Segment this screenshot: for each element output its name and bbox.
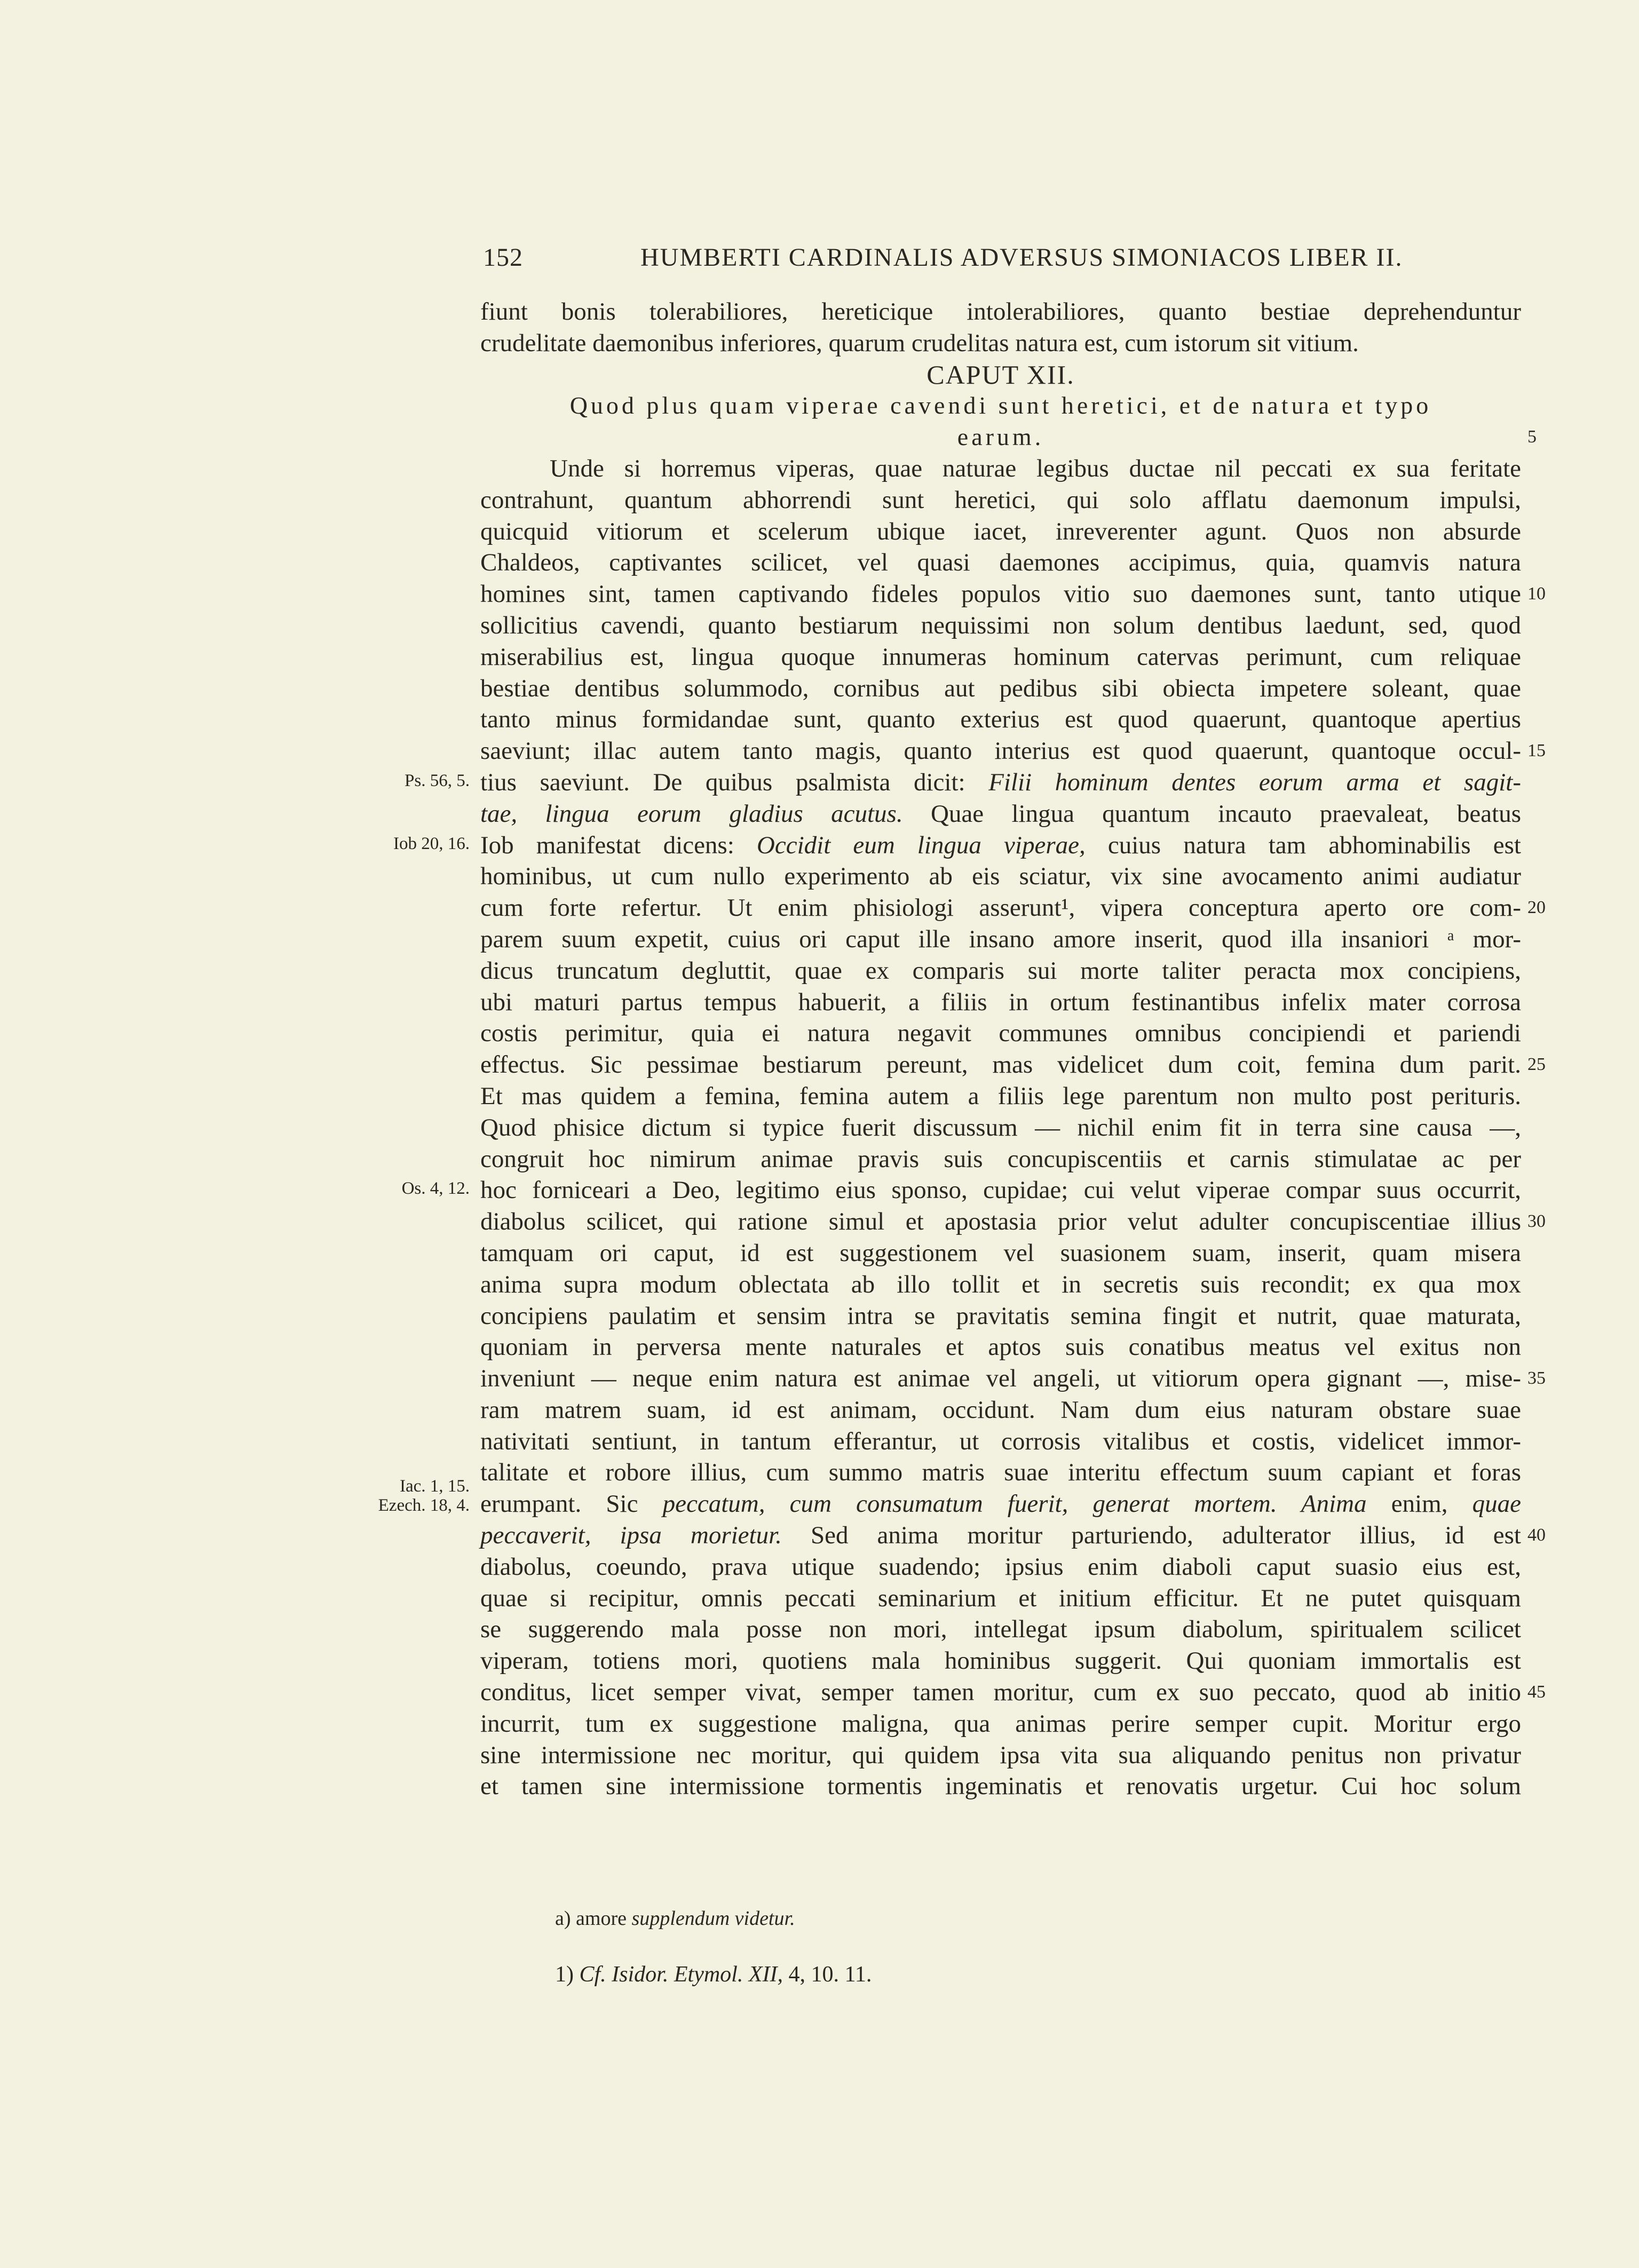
line-text: crudelitate daemonibus inferiores, quarum crudelitas natura est, cum istorum sit vitium. [480, 329, 1359, 357]
line-text: tamquam ori caput, id est suggestionem vel suasionem suam, inserit, quam misera [480, 1239, 1521, 1267]
line-text: effectus. Sic pessimae bestiarum pereunt, mas videlicet dum coit, femina dum parit. [480, 1051, 1521, 1079]
text-line [480, 987, 1521, 1018]
line-text: Et mas quidem a femina, femina autem a filiis lege parentum non multo post perituris. [480, 1082, 1521, 1110]
margin-reference [378, 1472, 470, 1515]
text-line [480, 578, 1546, 610]
text-line [393, 830, 1521, 861]
text-line [480, 735, 1546, 767]
text-line [480, 924, 1521, 955]
footnotes [555, 1905, 1462, 2004]
margin-reference-text: Iac. 1, 15. [399, 1477, 470, 1496]
text-line [480, 1300, 1521, 1332]
text-line [480, 1018, 1521, 1049]
line-segment: tius saeviunt. De quibus psalmista dicit: [480, 768, 989, 796]
text-line [480, 892, 1546, 924]
line-text: miserabilius est, lingua quoque innumeras hominum catervas perimunt, cum reliquae [480, 643, 1521, 671]
line-text [480, 830, 1521, 861]
text-line [480, 296, 1521, 328]
line-text: concipiens paulatim et sensim intra se pravitatis semina fingit et nutrit, quae maturata, [480, 1302, 1521, 1330]
main-text [378, 296, 1546, 1802]
footnote-a-italic: supplendum videtur. [631, 1907, 795, 1930]
text-line [480, 1708, 1521, 1740]
line-text: quoniam in perversa mente naturales et aptos suis conatibus meatus vel exitus non [480, 1333, 1521, 1361]
line-number: 45 [1527, 1682, 1546, 1702]
scripture-quote: Occidit eum lingua viperae, [756, 831, 1086, 859]
line-text: parem suum expetit, cuius ori caput ille insano amore inserit, quod illa insaniori ᵃ mor- [480, 925, 1521, 953]
line-text: bestiae dentibus solummodo, cornibus aut pedibus sibi obiecta impetere soleant, quae [480, 674, 1521, 702]
margin-reference-text: Iob 20, 16. [393, 834, 470, 853]
text-line [480, 1645, 1521, 1677]
scripture-quote: peccaverit, ipsa morietur. [480, 1521, 782, 1550]
text-line [480, 704, 1521, 735]
line-number: 25 [1527, 1054, 1546, 1075]
line-text: quicquid vitiorum et scelerum ubique iacet, inreverenter agunt. Quos non absurde [480, 517, 1521, 545]
line-text: sine intermissione nec moritur, qui quidem ipsa vita sua aliquando penitus non privatur [480, 1741, 1521, 1769]
line-number: 40 [1527, 1525, 1546, 1545]
line-text: contrahunt, quantum abhorrendi sunt heretici, qui solo afflatu daemonum impulsi, [480, 486, 1521, 514]
line-segment: Iob manifestat dicens: [480, 831, 757, 859]
text-line [480, 798, 1521, 830]
line-text: inveniunt — neque enim natura est animae vel angeli, ut vitiorum opera gignant —, mise- [480, 1365, 1521, 1393]
scripture-quote: tae, lingua eorum gladius acutus. [480, 799, 903, 828]
line-text: ram matrem suam, id est animam, occidunt. Nam dum eius naturam obstare suae [480, 1395, 1521, 1424]
footnote-1-source: Cf. Isidor. Etymol. XII, [579, 1962, 783, 1987]
text-line [480, 1331, 1521, 1363]
line-text: anima supra modum oblectata ab illo tollit et in secretis suis recondit; ex qua mox [480, 1270, 1521, 1298]
text-line [378, 1477, 1521, 1520]
line-text: tanto minus formidandae sunt, quanto exterius est quod quaerunt, quantoque apertius [480, 705, 1521, 734]
text-line [480, 328, 1521, 359]
line-number: 30 [1527, 1211, 1546, 1232]
line-text: sollicitius cavendi, quanto bestiarum nequissimi non solum dentibus laedunt, sed, quod [480, 611, 1521, 639]
text-line [480, 516, 1521, 548]
text-line [480, 1583, 1521, 1614]
line-segment: enim, [1366, 1490, 1472, 1518]
text-line [480, 955, 1521, 987]
line-number: 15 [1527, 741, 1546, 761]
scripture-quote: peccatum, cum consumatum fuerit, generat mortem. Anima [662, 1490, 1367, 1518]
text-line [480, 1520, 1546, 1551]
text-line [401, 1175, 1521, 1206]
line-segment: Sed anima moritur parturiendo, adulterator illius, id est [781, 1521, 1521, 1550]
line-text: et tamen sine intermissione tormentis ingeminatis et renovatis urgetur. Cui hoc solum [480, 1772, 1521, 1801]
line-text: homines sint, tamen captivando fideles populos vitio suo daemones sunt, tanto utique [480, 580, 1521, 608]
margin-reference [393, 830, 470, 853]
scripture-quote: Filii hominum dentes eorum arma et sagit- [988, 768, 1521, 796]
line-text: incurrit, tum ex suggestione maligna, qua animas perire semper cupit. Moritur ergo [480, 1709, 1521, 1738]
line-number: 5 [1527, 427, 1540, 447]
text-line [405, 767, 1521, 798]
line-text: congruit hoc nimirum animae pravis suis concupiscentiis et carnis stimulatae ac per [480, 1145, 1521, 1173]
line-text: conditus, licet semper vivat, semper tamen moritur, cum ex suo peccato, quod ab initio [480, 1678, 1521, 1707]
text-line [480, 1740, 1521, 1771]
line-text: costis perimitur, quia ei natura negavit communes omnibus concipiendi et pariendi [480, 1019, 1521, 1048]
line-text: viperam, totiens mori, quotiens mala hominibus suggerit. Qui quoniam immortalis est [480, 1647, 1521, 1675]
footnote-1-ref: 4, 10. 11. [788, 1962, 872, 1987]
page-header [483, 243, 1492, 280]
line-text: se suggerendo mala posse non mori, intellegat ipsum diabolum, spiritualem scilicet [480, 1615, 1521, 1644]
line-segment: Quae lingua quantum incauto praevaleat, beatus [902, 799, 1521, 828]
text-line [480, 1144, 1521, 1175]
line-number: 35 [1527, 1368, 1546, 1389]
text-line [480, 359, 1521, 391]
chapter-subtitle: earum. [957, 423, 1044, 451]
text-line [480, 390, 1521, 422]
text-line [480, 547, 1521, 578]
text-line [480, 610, 1521, 641]
line-text: Quod phisice dictum si typice fuerit discussum — nichil enim fit in terra sine causa —, [480, 1113, 1521, 1141]
line-text: hoc forniceari a Deo, legitimo eius sponso, cupidae; cui velut viperae compar suus occurrit, [480, 1176, 1521, 1204]
text-line [480, 1269, 1521, 1300]
line-text: talitate et robore illius, cum summo matris suae interitu effectum suum capiant et foras [480, 1458, 1521, 1487]
chapter-heading: CAPUT XII. [927, 359, 1075, 390]
text-line [480, 641, 1521, 673]
line-text: diabolus scilicet, qui ratione simul et apostasia prior velut adulter concupiscentiae illius [480, 1208, 1521, 1236]
text-line [480, 1363, 1546, 1394]
text-line [480, 1206, 1546, 1238]
scripture-quote: quae [1472, 1490, 1521, 1518]
text-line [480, 1551, 1521, 1583]
text-line [480, 1049, 1546, 1081]
margin-reference-text: Ezech. 18, 4. [378, 1496, 470, 1516]
line-segment: cuius natura tam abhominabilis est [1085, 831, 1521, 859]
margin-reference-text: Ps. 56, 5. [405, 771, 470, 790]
text-line [480, 453, 1521, 485]
text-line [480, 1614, 1521, 1645]
text-line [480, 1394, 1521, 1426]
line-text: saeviunt; illac autem tanto magis, quanto interius est quod quaerunt, quantoque occul- [480, 737, 1521, 765]
line-text: dicus truncatum degluttit, quae ex comparis sui morte taliter peracta mox concipiens, [480, 956, 1521, 985]
line-text: nativitati sentiunt, in tantum efferantur, ut corrosis vitalibus et costis, videlicet immor- [480, 1427, 1521, 1455]
line-text [480, 1488, 1521, 1520]
line-text [480, 767, 1521, 798]
text-line [480, 861, 1521, 892]
line-text: ubi maturi partus tempus habuerit, a filiis in ortum festinantibus infelix mater corrosa [480, 988, 1521, 1016]
margin-reference-text: Os. 4, 12. [401, 1179, 470, 1199]
line-number: 10 [1527, 584, 1546, 604]
footnote-a-text: amore [576, 1907, 627, 1930]
text-line [480, 1238, 1521, 1269]
line-text: diabolus, coeundo, prava utique suadendo; ipsius enim diaboli caput suasio eius est, [480, 1552, 1521, 1581]
line-text [480, 798, 1521, 830]
margin-reference [402, 1175, 470, 1198]
text-line [480, 1457, 1521, 1488]
margin-reference [405, 767, 470, 790]
line-text: fiunt bonis tolerabiliores, hereticique intolerabiliores, quanto bestiae deprehenduntur [480, 298, 1521, 326]
chapter-subtitle: Quod plus quam viperae cavendi sunt heretici, et de natura et typo [569, 392, 1432, 419]
text-line [480, 1112, 1521, 1144]
text-line [480, 673, 1521, 704]
page-number: 152 [483, 243, 523, 272]
footnote-1-label: 1) [555, 1962, 574, 1987]
text-line [480, 1426, 1521, 1457]
line-text: Chaldeos, captivantes scilicet, vel quasi daemones accipimus, quia, quamvis natura [480, 549, 1521, 577]
text-line [480, 1771, 1521, 1802]
line-text [480, 1520, 1521, 1551]
text-line [480, 422, 1540, 453]
line-text: cum forte refertur. Ut enim phisiologi asserunt¹, vipera conceptura aperto ore com- [480, 894, 1521, 922]
running-title: HUMBERTI CARDINALIS ADVERSUS SIMONIACOS LIBER II. [640, 243, 1403, 272]
text-line [480, 1677, 1546, 1708]
line-text: hominibus, ut cum nullo experimento ab eis sciatur, vix sine avocamento animi audiatur [480, 862, 1521, 891]
footnote-a [555, 1905, 1462, 1948]
footnote-1 [555, 1961, 1462, 2004]
text-line [480, 485, 1521, 516]
text-line [480, 1081, 1521, 1112]
footnote-a-label: a) [555, 1907, 571, 1930]
line-text: Unde si horremus viperas, quae naturae legibus ductae nil peccati ex sua feritate [550, 454, 1521, 482]
line-number: 20 [1527, 898, 1546, 918]
line-segment: erumpant. Sic [480, 1490, 663, 1518]
line-text: quae si recipitur, omnis peccati seminarium et initium efficitur. Et ne putet quisquam [480, 1584, 1521, 1612]
